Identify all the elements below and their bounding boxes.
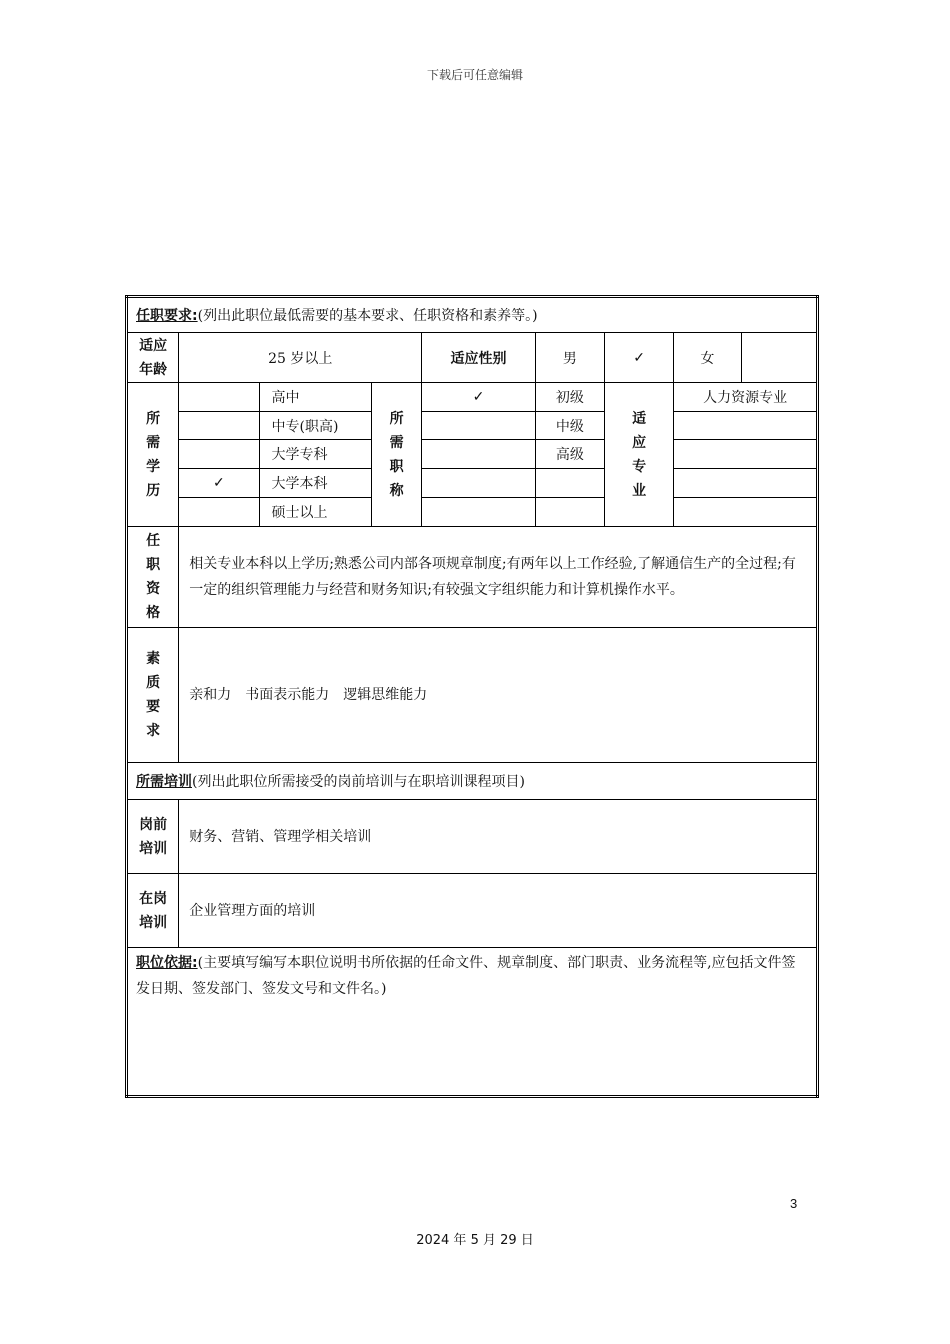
gender-male-check: ✓ [604, 333, 673, 383]
pre-training-text: 财务、营销、管理学相关培训 [179, 800, 818, 874]
qualification-row [127, 527, 818, 628]
gender-female: 女 [674, 333, 741, 383]
title-level-1: 初级 [535, 383, 604, 412]
training-desc: (列出此职位所需接受的岗前培训与在职培训课程项目) [192, 774, 525, 790]
training-header-row [127, 763, 818, 800]
major-value-2 [674, 412, 818, 440]
major-value-4 [674, 469, 818, 498]
title-check-3 [422, 440, 535, 469]
title-level-3: 高级 [535, 440, 604, 469]
job-training-label: 在岗 培训 [127, 874, 179, 948]
title-level-4 [535, 469, 604, 498]
job-requirements-form [125, 295, 819, 1098]
education-label: 所 需 学 历 [127, 383, 179, 527]
basis-title: 职位依据: [136, 955, 198, 971]
title-check-5 [422, 498, 535, 527]
education-check-3 [179, 440, 259, 469]
job-training-row [127, 874, 818, 948]
age-label: 适应 年龄 [127, 333, 179, 383]
quality-label: 素 质 要 求 [127, 628, 179, 763]
major-label: 适 应 专 业 [604, 383, 673, 527]
title-level-5 [535, 498, 604, 527]
education-row-4 [127, 469, 818, 498]
age-value: 25 岁以上 [179, 333, 422, 383]
basis-row [127, 948, 818, 1097]
qualification-label: 任 职 资 格 [127, 527, 179, 628]
major-value-5 [674, 498, 818, 527]
gender-female-check [741, 333, 817, 383]
education-row-2 [127, 412, 818, 440]
training-title: 所需培训 [136, 774, 192, 790]
education-check-4: ✓ [179, 469, 259, 498]
gender-male: 男 [535, 333, 604, 383]
title-check-4 [422, 469, 535, 498]
education-row-3 [127, 440, 818, 469]
age-gender-row [127, 333, 818, 383]
pre-training-label: 岗前 培训 [127, 800, 179, 874]
education-level-2: 中专(职高) [259, 412, 371, 440]
title-level-2: 中级 [535, 412, 604, 440]
title-check-1: ✓ [422, 383, 535, 412]
education-check-5 [179, 498, 259, 527]
education-level-4: 大学本科 [259, 469, 371, 498]
major-value-1: 人力资源专业 [674, 383, 818, 412]
education-level-3: 大学专科 [259, 440, 371, 469]
requirements-desc: (列出此职位最低需要的基本要求、任职资格和素养等。) [197, 308, 538, 324]
education-row-5 [127, 498, 818, 527]
quality-text: 亲和力 书面表示能力 逻辑思维能力 [179, 628, 818, 763]
requirements-header-row [127, 297, 818, 333]
gender-label: 适应性别 [422, 333, 535, 383]
title-label: 所 需 职 称 [372, 383, 422, 527]
major-value-3 [674, 440, 818, 469]
education-row-1 [127, 383, 818, 412]
page-number: 3 [790, 1196, 798, 1211]
job-training-text: 企业管理方面的培训 [179, 874, 818, 948]
pre-training-row [127, 800, 818, 874]
title-check-2 [422, 412, 535, 440]
requirements-title: 任职要求: [136, 308, 198, 324]
footer-date: 2024 年 5 月 29 日 [416, 1233, 534, 1248]
qualification-text: 相关专业本科以上学历;熟悉公司内部各项规章制度;有两年以上工作经验,了解通信生产的全过程;有一定的组织管理能力与经营和财务知识;有较强文字组织能力和计算机操作水平。 [179, 527, 818, 628]
page-header-note: 下载后可任意编辑 [426, 68, 523, 82]
education-level-1: 高中 [259, 383, 371, 412]
education-level-5: 硕士以上 [259, 498, 371, 527]
quality-row [127, 628, 818, 763]
education-check-2 [179, 412, 259, 440]
basis-desc: (主要填写编写本职位说明书所依据的任命文件、规章制度、部门职责、业务流程等,应包括文件签发日期、签发部门、签发文号和文件名。) [136, 955, 796, 997]
education-check-1 [179, 383, 259, 412]
